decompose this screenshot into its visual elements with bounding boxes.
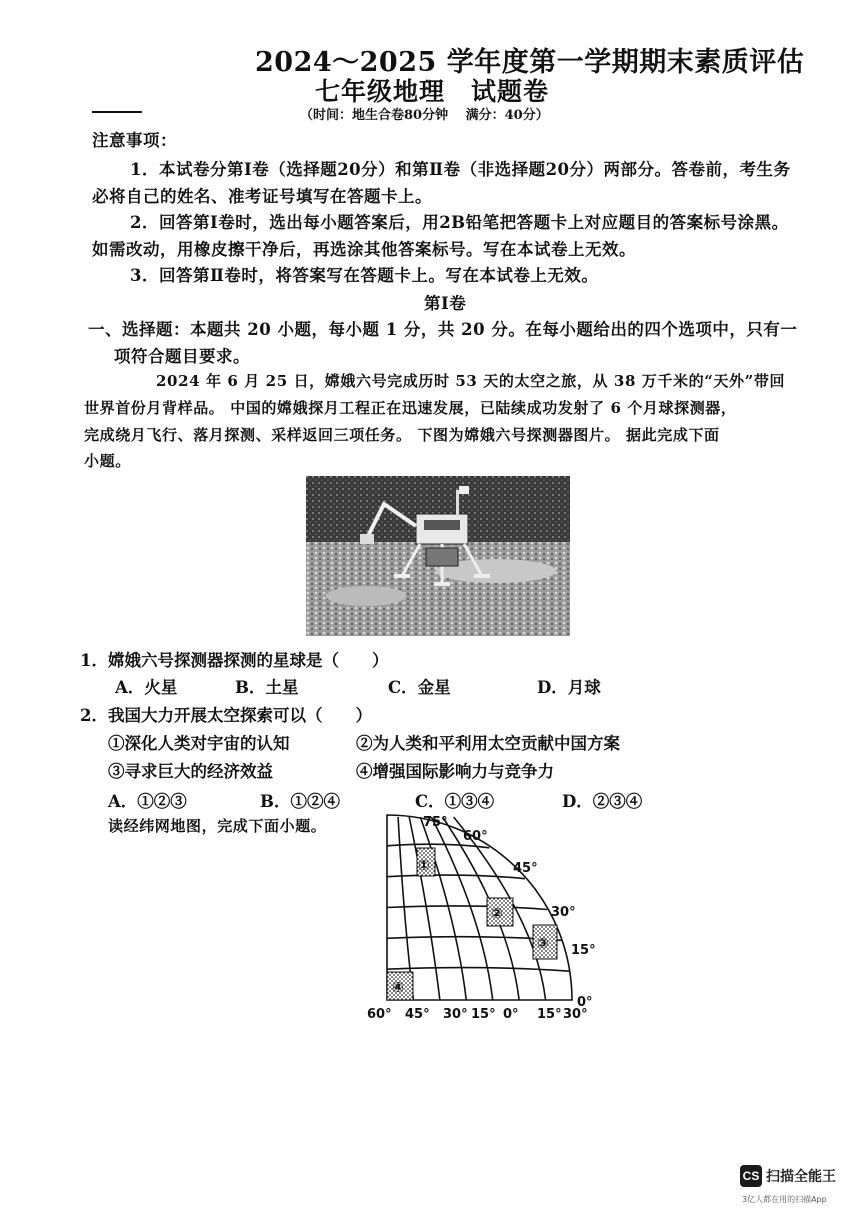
latitude-label: 30° [551,905,576,920]
cs-logo-icon: CS [740,1165,762,1187]
longitude-label: 15° [537,1007,562,1022]
lunar-lander-illustration [306,476,570,636]
question-2-option-b: B．①②④ [260,792,340,811]
question-1-stem: 1．嫦娥六号探测器探测的星球是（ ） [80,651,389,670]
exam-time-info: （时间：地生合卷80分钟 满分：40分） [300,108,549,123]
longitude-label: 0° [503,1007,519,1022]
map-intro: 读经纬网地图，完成下面小题。 [108,817,327,835]
question-2-statement-3: ③寻求巨大的经济效益 [108,762,273,781]
latitude-label: 75° [423,815,448,830]
question-1-option-a: A．火星 [115,678,178,697]
parallel-line [387,844,489,848]
change6-probe-photo [306,476,570,636]
question-2-statement-2: ②为人类和平利用太空贡献中国方案 [356,734,620,753]
parallel-line [387,906,547,910]
passage-line-3: 完成绕月飞行、落月探测、采样返回三项任务。 下图为嫦娥六号探测器图片。 据此完成下面 [84,426,720,444]
scanner-app-name: 扫描全能王 [766,1169,836,1185]
graticule-map [365,810,605,1025]
exam-subtitle: 七年级地理 试题卷 [315,77,550,106]
exam-title: 2024～2025 学年度第一学期期末素质评估 [255,47,805,78]
passage-line-1: 2024 年 6 月 25 日，嫦娥六号完成历时 53 天的太空之旅，从 38 万千米的“天外”带回 [156,372,786,390]
question-1-option-d: D．月球 [537,678,601,697]
notice-item-1: 1．本试卷分第Ⅰ卷（选择题20分）和第Ⅱ卷（非选择题20分）两部分。答卷前，考生务 [130,160,791,179]
notice-item-3: 3．回答第Ⅱ卷时，将答案写在答题卡上。写在本试卷上无效。 [130,266,599,285]
divider [92,111,142,113]
parallel-line [387,968,569,972]
region-marker-4: ④ [392,980,404,996]
notice-item-2-cont: 如需改动，用橡皮擦干净后，再选涂其他答案标号。写在本试卷上无效。 [92,240,636,259]
passage-line-2: 世界首份月背样品。 中国的嫦娥探月工程正在迅速发展，已陆续成功发射了 6 个月球探测器， [84,399,737,417]
longitude-label: 30° [443,1007,468,1022]
question-2-statement-4: ④增强国际影响力与竞争力 [356,762,554,781]
volume-label: 第Ⅰ卷 [424,294,467,313]
question-2-option-d: D．②③④ [562,792,643,811]
notice-item-1-cont: 必将自己的姓名、准考证号填写在答题卡上。 [92,187,432,206]
notice-heading: 注意事项： [92,131,177,150]
scanner-app-tagline: 3亿人都在用的扫描App [742,1195,827,1204]
region-marker-2: ② [491,906,503,922]
section-instruction: 一、选择题：本题共 20 小题，每小题 1 分，共 20 分。在每小题给出的四个选项中，只有一 [88,320,798,339]
notice-item-2: 2．回答第Ⅰ卷时，选出每小题答案后，用2B铅笔把答题卡上对应题目的答案标号涂黑。 [130,213,789,232]
longitude-label: 30° [563,1007,588,1022]
latitude-label: 60° [463,829,488,844]
section-instruction-cont: 项符合题目要求。 [114,347,250,366]
longitude-label: 45° [405,1007,430,1022]
parallel-line [387,875,525,879]
region-marker-3: ③ [537,936,549,952]
latitude-label: 15° [571,943,596,958]
passage-line-4: 小题。 [84,452,131,470]
region-marker-1: ① [418,858,430,874]
question-2-stem: 2．我国大力开展太空探索可以（ ） [80,706,372,725]
latitude-label: 0° [577,995,593,1010]
question-2-option-c: C．①③④ [415,792,495,811]
longitude-label: 15° [471,1007,496,1022]
question-2-statement-1: ①深化人类对宇宙的认知 [108,734,290,753]
question-1-option-c: C．金星 [388,678,451,697]
question-2-option-a: A．①②③ [108,792,187,811]
scanner-app-logo [740,1165,836,1187]
latitude-label: 45° [513,861,538,876]
question-1-option-b: B．土星 [235,678,299,697]
longitude-label: 60° [367,1007,392,1022]
